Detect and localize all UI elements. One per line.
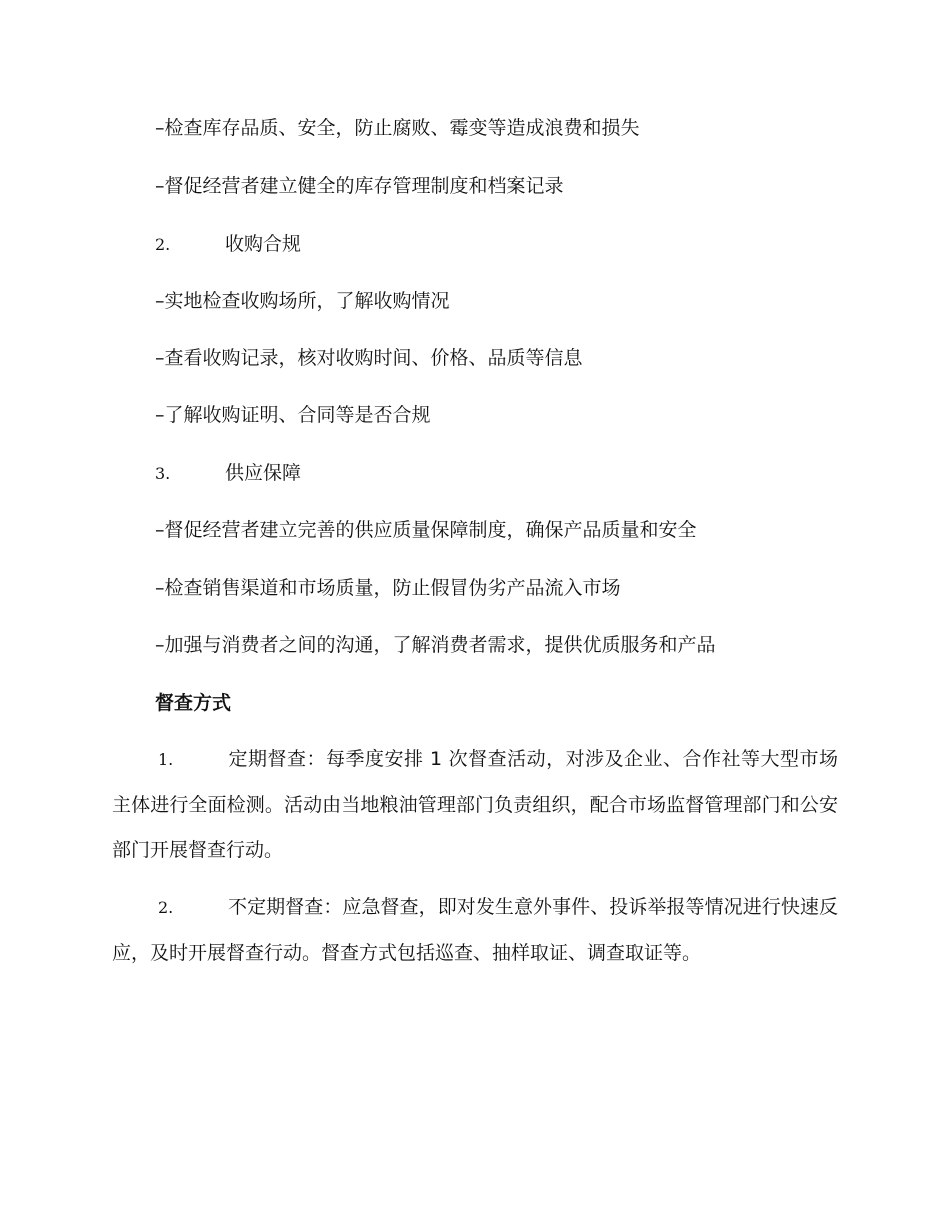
method-2-number: 2. — [158, 898, 174, 917]
section-2-bullet-site: –实地检查收购场所，了解收购情况 — [155, 290, 450, 312]
section-3-bullet-quality-system: –督促经营者建立完善的供应质量保障制度，确保产品质量和安全 — [155, 519, 697, 541]
method-1-number: 1. — [158, 750, 174, 769]
section-3-title: 供应保障 — [225, 462, 302, 484]
method-2-text: 不定期督查：应急督查，即对发生意外事件、投诉举报等情况进行快速反应，及时开展督查行动。督查方式包括巡查、抽样取证、调查取证等。 — [112, 896, 838, 964]
section-2-bullet-records: –查看收购记录，核对收购时间、价格、品质等信息 — [155, 347, 583, 369]
method-1-text: 定期督查：每季度安排 1 次督查活动，对涉及企业、合作社等大型市场主体进行全面检测。活动由当地粮油管理部门负责组织，配合市场监督管理部门和公安部门开展督查行动。 — [112, 748, 838, 861]
methods-heading: 督查方式 — [155, 692, 232, 714]
section-2-title: 收购合规 — [225, 233, 302, 255]
section-3-bullet-channels: –检查销售渠道和市场质量，防止假冒伪劣产品流入市场 — [155, 577, 621, 599]
section-3-bullet-consumers: –加强与消费者之间的沟通，了解消费者需求，提供优质服务和产品 — [155, 634, 716, 656]
section-2-bullet-contracts: –了解收购证明、合同等是否合规 — [155, 404, 431, 426]
section-3-heading — [155, 460, 301, 487]
section-2-heading — [155, 231, 301, 258]
inventory-bullet-records: –督促经营者建立健全的库存管理制度和档案记录 — [155, 175, 564, 197]
section-2-number: 2. — [155, 235, 171, 254]
inventory-bullet-quality: –检查库存品质、安全，防止腐败、霉变等造成浪费和损失 — [155, 117, 640, 139]
method-item-irregular — [112, 885, 838, 976]
method-item-regular — [112, 737, 838, 874]
section-3-number: 3. — [155, 464, 171, 483]
